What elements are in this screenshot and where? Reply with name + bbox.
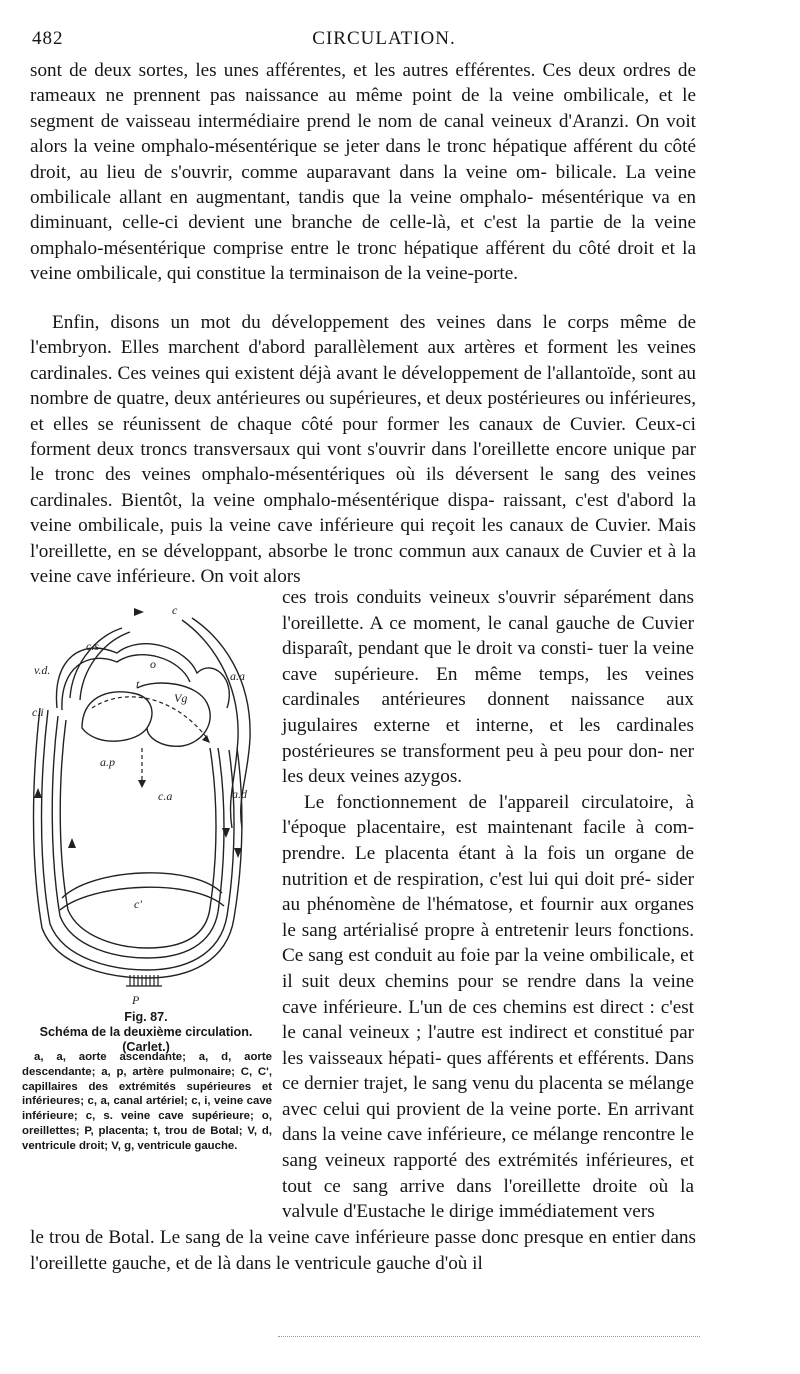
label-t: t <box>136 677 140 691</box>
paragraph-1 <box>30 58 696 287</box>
page-header <box>28 28 740 54</box>
label-o: o <box>150 657 156 671</box>
text-line: Enfin, disons un mot du développement des veines dans le corps même de <box>52 312 696 333</box>
text-line: de rameaux ne prennent pas naissance au même point de la veine ombilicale, <box>30 60 696 107</box>
text-line: dans l'oreillette. A ce moment, le canal gauche de <box>282 587 695 634</box>
text-line: chemins est direct : c'est le canal veineux ; l'autre <box>282 996 695 1044</box>
text-line: l'époque placentaire, est maintenant facile à com- <box>282 817 694 839</box>
text-line: Cuvier disparaît, pendant que le droit va consti- <box>282 612 695 660</box>
text-line: sang veineux rapporté des extrémités inférieures, <box>282 1150 673 1172</box>
text-line: Cuvier. Ceux-ci forment deux troncs transversaux qui vont s'ouvrir dans l'oreillette <box>30 413 697 461</box>
text-line: le trou de Botal. Le sang de la veine cave inférieure passe donc presque en <box>30 1227 607 1248</box>
text-line: le sang des veines cardinales. Bientôt, la veine omphalo-mésentérique dispa- <box>30 464 697 511</box>
text-line: encore unique par le tronc des veines omphalo-mésentériques où ils déversent <box>30 439 696 486</box>
text-line: raissant, c'est d'abord la veine ombilicale, puis la veine cave inférieure qui <box>30 489 696 537</box>
text-line: la partie de la veine omphalo-mésentérique comprise entre le tronc hépatique <box>30 212 696 259</box>
text-line: ou inférieures, et elles se réunissent de chaque côté pour former les canaux de <box>30 388 696 435</box>
text-line: ner les deux veines azygos. <box>282 740 694 788</box>
footer-dotted-rule <box>278 1336 700 1337</box>
label-ci: c.i <box>32 705 44 719</box>
text-line: bilicale. La veine ombilicale allant en augmentant, tandis que la veine omphalo- <box>30 161 696 209</box>
right-column-text-a <box>282 585 694 790</box>
label-ad: a.d <box>232 787 247 801</box>
paragraph-1-text <box>30 58 696 287</box>
label-ca: c.a <box>158 789 173 803</box>
label-c: c <box>172 603 178 617</box>
paragraph-2-text <box>30 310 696 589</box>
text-line: veine ombilicale, et il suit deux chemins pour se <box>282 945 694 992</box>
figure-number: Fig. 87. <box>124 1010 168 1024</box>
text-line: ques afférents et efférents. Dans ce dernier trajet, <box>282 1047 695 1095</box>
text-line: rendre dans la veine cave inférieure. L'un de ces <box>282 970 695 1018</box>
text-line: reçoit les canaux de Cuvier. Mais l'oreillette, en se développant, absorbe le <box>30 515 696 562</box>
label-vg: Vg <box>174 691 188 705</box>
text-line: cardinales. Ces veines qui existent déjà avant le développement de l'allantoïde, <box>30 362 636 384</box>
figure-caption <box>22 1010 270 1055</box>
figure-source: (Carlet.) <box>122 1040 170 1054</box>
text-line: postérieures se transforment peu à peu pour don- <box>282 740 664 762</box>
text-line: mésentérique va en diminuant, celle-ci devient une branche de celle-là, et c'est <box>30 187 697 234</box>
text-line: sont de deux sortes, les unes afférentes, et les autres efférentes. Ces deux ordres <box>30 60 671 81</box>
text-line: sider au phénomène de l'hématose, et fournir aux <box>282 868 694 916</box>
text-line: leurs fonctions. Ce sang est conduit au foie par la <box>282 919 694 967</box>
label-ap: a.p <box>100 755 115 769</box>
figure-title: Schéma de la deuxième circulation. <box>39 1025 253 1039</box>
right-column-text-b <box>282 790 694 1225</box>
text-line: qui provient de la veine porte. En arrivant dans <box>282 1098 695 1146</box>
text-line: On voit alors la veine omphalo-mésentérique se jeter dans le tronc hépatique <box>30 110 697 158</box>
text-line: ces trois conduits veineux s'ouvrir séparément <box>282 587 651 608</box>
figure-legend: a, a, aorte ascendante; a, d, aorte descendante; a, p, artère pulmonaire; C, C', capillaires des extrémités supérieures et inférieures; c, a, canal artériel; c, i, veine cave inférieure; c, s. veine cave supérieure; o, oreillettes; P, placenta; t, trou de Botal; V, d, ventricule droit; V, g, ventricule gauche. <box>22 1051 272 1152</box>
text-line: veines cardinales antérieures donnent naissance <box>282 663 694 711</box>
text-line: prendre. Le placenta étant à la fois un organe de <box>282 842 694 864</box>
label-aa: a.a <box>230 669 245 683</box>
text-line: Le fonctionnement de l'appareil circulatoire, à <box>304 791 694 813</box>
text-line: veine-porte. <box>425 263 519 285</box>
text-line: est indirect et constitué par les vaisseaux hépati- <box>282 1022 694 1069</box>
paragraph-2 <box>30 310 696 589</box>
text-line: l'embryon. Elles marchent d'abord parallèlement aux artères et forment les veines <box>30 337 696 359</box>
text-line: le sang venu du placenta se mélange avec celui <box>282 1073 695 1120</box>
text-line: afférent du côté droit, au lieu de s'ouvrir, comme auparavant dans la veine om- <box>30 136 696 183</box>
text-line: nutrition et de respiration, c'est lui qui doit pré- <box>282 868 652 890</box>
text-line: et tout ce sang arrive dans l'oreillette droite où la <box>282 1150 694 1197</box>
bottom-text <box>30 1225 696 1276</box>
text-line: tronc commun aux canaux de Cuvier et à la veine cave inférieure. On voit alors <box>30 540 696 588</box>
text-line: organes le sang artérialisé propre à entretenir <box>282 894 694 941</box>
label-p: P <box>132 993 140 1007</box>
label-vd: v.d. <box>34 663 51 677</box>
running-title: CIRCULATION. <box>312 28 456 49</box>
text-line: la veine cave inférieure, ce mélange rencontre le <box>322 1124 695 1146</box>
text-line: tuer la veine cave supérieure. En même temps, les <box>282 638 695 685</box>
text-line: afférent du côté droit et la veine ombilicale, qui constitue la terminaison de la <box>30 237 697 285</box>
circulation-diagram <box>22 598 270 1008</box>
text-line: entier dans l'oreillette gauche, et de là dans le ventricule gauche d'où il <box>30 1227 696 1274</box>
page-number: 482 <box>32 28 64 49</box>
text-line: sont au nombre de quatre, deux antérieures ou supérieures, et deux postérieures <box>30 362 696 410</box>
right-column <box>282 585 694 1225</box>
text-line: aux jugulaires externe et interne, et les cardinales <box>282 689 694 736</box>
label-cs: c.s <box>86 639 99 653</box>
text-line: et le segment de vaisseau intermédiaire prend le nom de canal veineux d'Aranzi. <box>30 85 697 132</box>
label-cprime: c' <box>134 897 142 911</box>
text-line: valvule d'Eustache le dirige immédiatement vers <box>282 1201 655 1223</box>
